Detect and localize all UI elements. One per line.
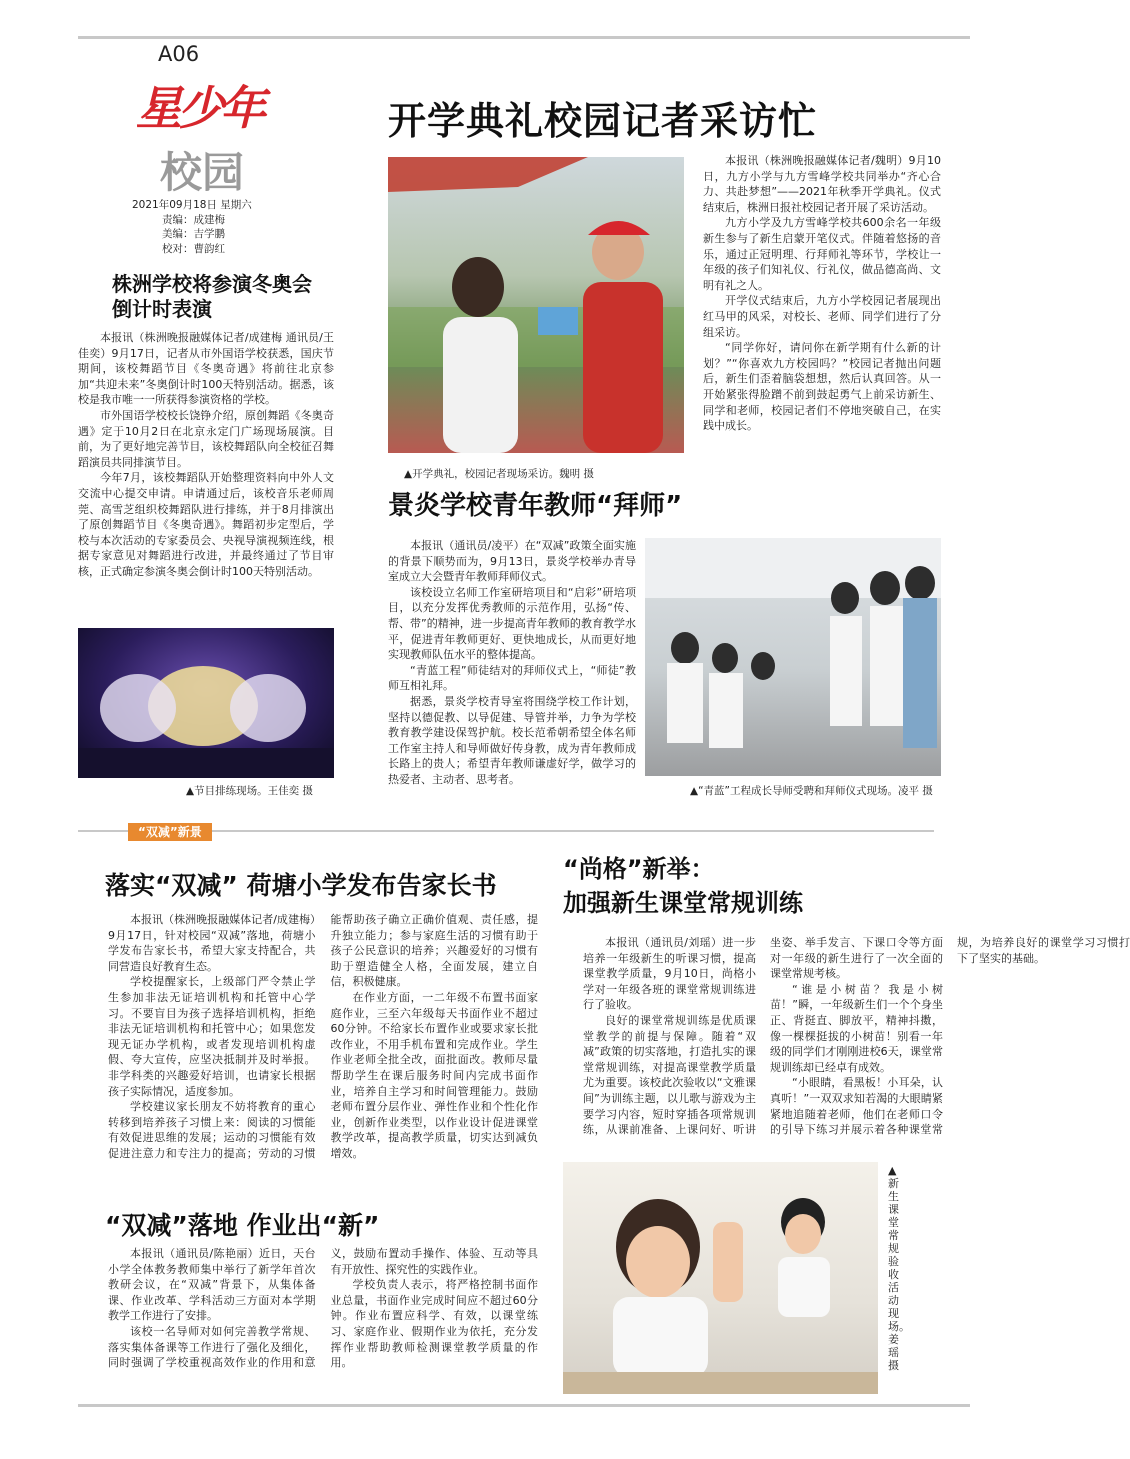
para: 在作业方面，一二年级不布置书面家庭作业，三至六年级每天书面作业不超过60分钟。不给家长布置作业或要求家长批改作业，不用手机布置和完成作业。学生作业老师全批全改，面批面改。教师尽量帮助学生在课后服务时间内完成书面作业，培养自主学习和时间管理能力。鼓励老师布置分层作业、弹性作业和个性化作业，创新作业类型，以作业设计促进课堂教学改革，提高教学质量，切实达到减负增效。 (330, 990, 538, 1160)
photo-dance-rehearsal-art (78, 628, 334, 778)
para: 学校负责人表示，将严格控制书面作业总量，书面作业完成时间应不超过60分钟。作业布置应科学、有效，以课堂练习、家庭作业、假期作业为依托，充分发挥作业帮助教师检测课堂教学质量的作用。 (330, 1278, 538, 1370)
para: 本报讯（株洲晚报融媒体记者/魏明）9月10日，九方小学与九方雪峰学校共同举办“齐心合力、共赴梦想”——2021年秋季开学典礼。仪式结束后，株洲日报社校园记者开展了采访活动。 (703, 154, 941, 214)
para: 该校设立名师工作室研培项目和“启彩”研培项目，以充分发挥优秀教师的示范作用，弘扬“传、帮、带”的精神，进一步提高青年教师的教育教学水平，促进青年教师更好、更快地成长，从而更好地实现教师队伍水平的整体提高。 (388, 585, 636, 662)
issue-date: 2021年09月18日 星期六 (132, 199, 252, 211)
para: 今年7月，该校舞蹈队开始整理资料向中外人文交流中心提交申请。申请通过后，该校音乐老师周莞、高雪芝组织校舞蹈队进行排练，并于8月排演出了原创舞蹈节目《冬奥奇遇》。舞蹈初步定型后，学校与本次活动的专家委员会、央视导演视频连线，根据专家意见对舞蹈进行改进，并最终通过了节目审核，正式确定参演冬奥会倒计时100天特别活动。 (78, 471, 334, 578)
headline-a2: 株洲学校将参演冬奥会 倒计时表演 (112, 272, 312, 321)
para: 学校建议家长朋友不妨将教育的重心转移到培养孩子习惯上来：阅读的习惯能有效促进思维的发展；运动的习惯能有效促进注意力和专注力的提高；劳动的习惯能帮助孩子确立正确价值观、责任感，提升独立能力；参与家庭生活的习惯有助于孩子公民意识的培养；兴趣爱好的习惯有助于塑造健全人格，全面发展，建立自信，积极健康。 (108, 913, 538, 1160)
caption-a2: ▲节目排练现场。王佳奕 摄 (186, 785, 313, 797)
headline-a3: 景炎学校青年教师“拜师” (388, 491, 683, 521)
photo-mentor-ceremony-art (645, 538, 941, 776)
para: 本报讯（通讯员/凌平）在“双减”政策全面实施的背景下顺势而为，9月13日，景炎学校举办青导室成立大会暨青年教师拜师仪式。 (388, 539, 636, 584)
headline-a4: 落实“双减” 荷塘小学发布告家长书 (105, 871, 497, 900)
para: 本报讯（株洲晚报融媒体记者/成建梅）9月17日，针对校园“双减”落地，荷塘小学发布告家长书，希望大家支持配合，共同营造良好教育生态。 (108, 913, 316, 973)
caption-a6: ▲新生课堂常规验收活动现场。姜瑶 摄 (888, 1164, 910, 1372)
body-a4 (108, 912, 538, 1164)
masthead-info (132, 198, 252, 256)
para: “青蓝工程”师徒结对的拜师仪式上，“师徒”教师互相礼拜。 (388, 663, 636, 693)
para: 该校一名导师对如何完善教学常规、落实集体备课等工作进行了强化及细化，同时强调了学校重视高效作业的作用和意义，鼓励布置动手操作、体验、互动等具有开放性、探究性的实践作业。 (108, 1247, 538, 1370)
para: “同学你好，请问你在新学期有什么新的计划？”“你喜欢九方校园吗？”校园记者抛出问题后，新生们歪着脑袋想想，然后认真回答。从一开始紧张得脸蹭不前到鼓起勇气上前采访新生、同学和老师，校园记者们不停地突破自己，在实践中成长。 (703, 341, 941, 433)
photo-classroom-routine-art (563, 1162, 878, 1394)
para: 市外国语学校校长饶铮介绍，原创舞蹈《冬奥奇遇》定于10月2日在北京永定门广场现场展演。目前，为了更好地完善节目，该校舞蹈队向全校征召舞蹈演员共同排演节目。 (78, 408, 334, 469)
para: “小眼睛，看黑板！小耳朵，认真听！”一双双求知若渴的大眼睛紧紧地追随着老师，他们在老师口令的引导下练习并展示着各种课堂常规，为培养良好的课堂学习习惯打下了坚实的基础。 (770, 936, 1130, 1137)
para: 据悉，景炎学校青导室将围绕学校工作计划，坚持以德促教、以导促建、导管并举，力争为学校教育教学建设保驾护航。校长范希朝希望全体名师工作室主持人和导师做好传身教，成为青年教师成长路上的贵人；希望青年教师谦虚好学，做学习的热爱者、主动者、思考者。 (388, 694, 636, 786)
photo-campus-interview-art (388, 157, 684, 453)
photo-dance-rehearsal (78, 628, 334, 778)
section-banner: “双减”新景 (128, 823, 212, 841)
brand-logo: 星少年 (136, 81, 262, 135)
para: 开学仪式结束后，九方小学校园记者展现出红马甲的风采，对校长、老师、同学们进行了分组采访。 (703, 294, 941, 339)
headline-a5: “双减”落地 作业出“新” (105, 1211, 380, 1240)
editor: 责编：成建梅 (162, 213, 225, 226)
body-a1 (703, 153, 941, 469)
art-editor: 美编：吉学鹏 (162, 228, 225, 240)
body-a3 (388, 538, 636, 800)
photo-classroom-routine (563, 1162, 878, 1394)
para: 本报讯（通讯员/陈艳丽）近日，天台小学全体教务教师集中举行了新学年首次教研会议，在“双减”背景下，从集体备课、作业改革、学科活动三方面对本学期教学工作进行了安排。 (108, 1247, 316, 1323)
bottom-rule (78, 1404, 970, 1407)
photo-mentor-ceremony (645, 538, 941, 776)
para: 本报讯（通讯员/刘瑶）进一步培养一年级新生的听课习惯，提高课堂教学质量，9月10日，尚格小学对一年级各班的课堂常规训练进行了验收。 (583, 936, 756, 1012)
caption-a1: ▲开学典礼，校园记者现场采访。魏明 摄 (404, 468, 594, 480)
body-a2 (78, 330, 334, 620)
para: 九方小学及九方雪峰学校共600余名一年级新生参与了新生启蒙开笔仪式。伴随着悠扬的音乐，通过正冠明理、行拜师礼等环节，学校让一年级的孩子们知礼仪、行礼仪，做品德高尚、文明有礼之人。 (703, 216, 941, 292)
body-a5 (108, 1246, 538, 1394)
top-rule (78, 36, 970, 39)
caption-a3: ▲“青蓝”工程成长导师受聘和拜师仪式现场。凌平 摄 (690, 785, 933, 797)
para: 本报讯（株洲晚报融媒体记者/成建梅 通讯员/王佳奕）9月17日，记者从市外国语学校获悉，国庆节期间，该校舞蹈节目《冬奥奇遇》将前往北京参加“共迎未来”冬奥倒计时100天特别活动。据悉，该校是我市唯一一所获得参演资格的学校。 (78, 331, 334, 407)
headline-a6: “尚格”新举： 加强新生课堂常规训练 (563, 855, 803, 917)
body-a6 (583, 935, 1130, 1150)
para: “谁是小树苗？我是小树苗！”瞬，一年级新生们一个个身坐正、背挺直、脚放平，精神抖擞，像一棵棵挺拔的小树苗！别看一年级的同学们才刚刚进校6天，课堂常规训练却已经卓有成效。 (770, 982, 943, 1074)
page-number: A06 (158, 42, 200, 66)
photo-campus-interview (388, 157, 684, 453)
para: 学校提醒家长，上级部门严令禁止学生参加非法无证培训机构和托管中心学习。不要盲目为孩子选择培训机构，拒绝非法无证培训机构和托管中心；如果您发现无证办学机构，或者发现培训机构虚假、夸大宣传，应坚决抵制并及时举报。非学科类的兴趣爱好培训，也请家长根据孩子实际情况，适度参加。 (108, 975, 316, 1098)
section-name: 校园 (160, 148, 245, 197)
headline-a1: 开学典礼校园记者采访忙 (388, 99, 818, 143)
para: 良好的课堂常规训练是优质课堂教学的前提与保障。随着“双减”政策的切实落地，打造扎实的课堂常规训练，对提高课堂教学质量尤为重要。该校此次验收以“文雅课间”为训练主题，以儿歌与游戏为主要学习内容，短时穿插各项常规训练，从课前准备、上课问好、听讲坐姿、举手发言、下课口令等方面对一年级的新生进行了一次全面的课堂常规考核。 (583, 936, 943, 1137)
proofreader: 校对：曹韵红 (162, 242, 225, 255)
